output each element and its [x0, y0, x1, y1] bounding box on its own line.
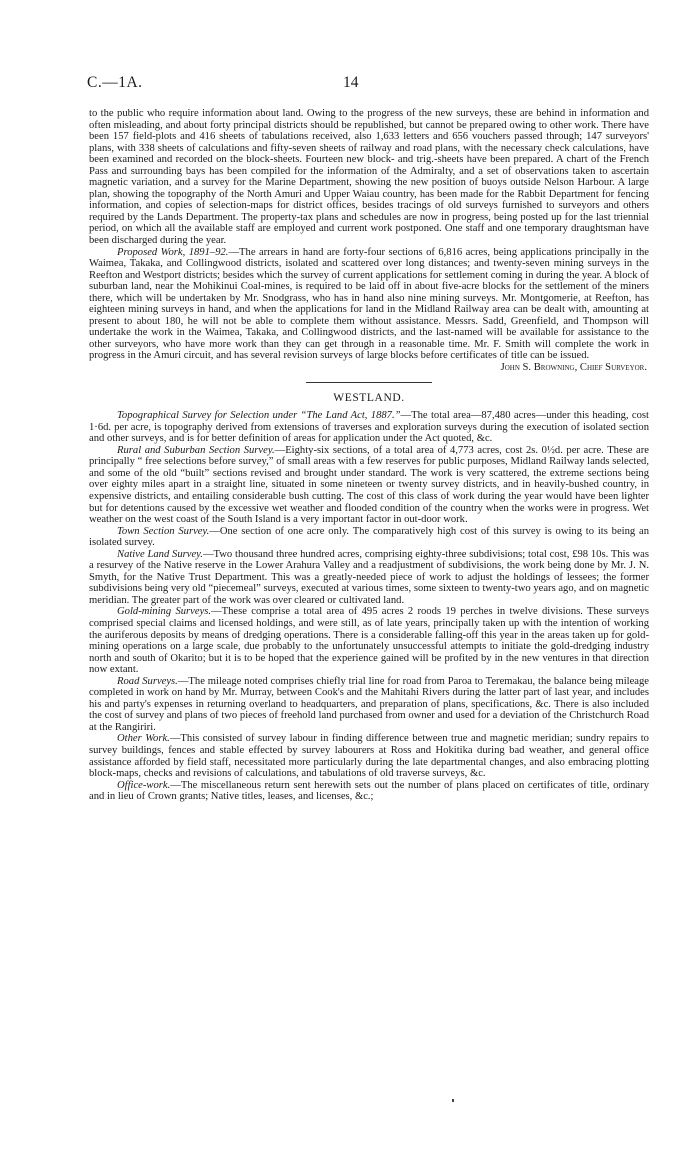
paragraph-heading: Proposed Work, 1891–92. — [117, 246, 229, 258]
paragraph-text: —This consisted of survey labour in finding difference between true and magnetic meridian; sundry repairs to survey buildings, fences and stable effected by survey labourers at Ross and Hokitika during bad weather, and general office assistance afforded by field staff, necessitated more particularly during the late departmental changes, and also embracing plotting block-maps, checks and revisions of calculations, and tabulations of old traverse surveys, &c. — [89, 733, 649, 780]
gold-mining-paragraph — [89, 606, 649, 675]
page-number: 14 — [343, 74, 359, 91]
native-land-paragraph — [89, 549, 649, 607]
paragraph-heading: Topographical Survey for Selection under “The Land Act, 1887.” — [117, 410, 401, 422]
paragraph-text: —The mileage noted comprises chiefly trial line for road from Paroa to Teremakau, the balance being mileage completed in work on hand by Mr. Murray, between Cook's and the Mahitahi Rivers during the latter part of last year, and includes his and party's expenses in returning overland to headquarters, and preparation of plans, specifications, &c. There is also included the cost of survey and plans of two pieces of freehold land purchased from owner and used for a deviation of the Christchurch Road at the Rangiriri. — [89, 675, 649, 733]
paragraph-heading: Road Surveys. — [117, 675, 178, 687]
other-work-paragraph — [89, 733, 649, 779]
document-code: C.—1A. — [87, 74, 143, 91]
office-work-paragraph — [89, 780, 649, 803]
section-title-westland: WESTLAND. — [333, 391, 405, 404]
topographical-survey-paragraph — [89, 410, 649, 445]
paragraph-heading: Native Land Survey. — [117, 548, 203, 560]
section-divider — [306, 382, 432, 383]
stray-ink-mark — [452, 1099, 454, 1102]
paragraph-heading: Other Work. — [117, 733, 170, 745]
paragraph-text: —The arrears in hand are forty-four sections of 6,816 acres, being applications principally in the Waimea, Takaka, and Collingwood districts, isolated and scattered over long distances; and twenty-seven mining surveys in the Reefton and Westport districts; besides which the survey of current applications for settlement coming in during the year. A block of suburban land, near the Mohikinui Coal-mines, is required to be laid off in about five-acre blocks for the settlement of the miners there, which will be undertaken by Mr. Snodgrass, who has in hand also nine mining surveys. Mr. Montgomerie, at Reefton, has eighteen mining surveys in hand, and when the applications for land in the Midland Railway area can be dealt with, amounting at present to about 180, he will not be able to complete them without assistance. Messrs. Sadd, Greenfield, and Thompson will undertake the work in the Waimea, Takaka, and Collingwood districts, and the last-named will be available for assistance to the other surveyors, who have more work than they can get through in a reasonable time. Mr. F. Smith will complete the work in progress in the Amuri circuit, and has several revision surveys of large blocks before certificates of title can be issued. — [89, 246, 650, 362]
proposed-work-paragraph — [89, 247, 649, 362]
paragraph-text: —One section of one acre only. The comparatively high cost of this survey is owing to its being an isolated survey. — [89, 525, 649, 549]
paragraph-text: —Eighty-six sections, of a total area of 4,773 acres, cost 2s. 0½d. per acre. These are principally “ free selections before survey,” of small areas with a few reserves for public purposes, Midland Railway lands selected, and some of the old “built” sections revised and brought under standard. The work is very scattered, the extreme sections being over eighty miles apart in a straight line, situated in some nineteen or twenty survey districts, and in heavily-bushed country, in expensive districts, and entailing considerable bush cutting. The cost of this class of work during the year would have been lighter but for detentions caused by the excessive wet weather and flooded condition of the country when the works were in progress. Wet weather on the west coast of the South Island is a very important factor in out-door work. — [89, 444, 649, 526]
continued-paragraph: to the public who require information about land. Owing to the progress of the new surveys, these are behind in information and often misleading, and about forty principal districts should be republished, but cannot be prepared owing to other work. There have been 157 field-plots and 416 sheets of tabulations received, also 1,633 letters and 656 vouchers passed through; 147 surveyors' plans, with 338 sheets of calculations and fifty-seven sheets of railway and road plans, with the necessary check calculations, have been examined and recorded on the block-sheets. Fourteen new block- and trig.-sheets have been prepared. A chart of the French Pass and surrounding bays has been compiled for the information of the Admiralty, and a set of observations taken to ascertain magnetic variation, and a survey for the Marine Department, showing the new position of buoys outside Nelson Harbour. A large plan, showing the topography of the North Amuri and Upper Waiau country, has been made for the Rabbit Department for fencing information, and copies of selection-maps for district offices, besides tracings of old surveys furnished to surveyors and others required by the Lands Department. The property-tax plans and schedules are now in progress, being posted up for the last triennial period, on which all the available staff are employed and current work postponed. One staff and one temporary draughtsman have been discharged during the year. — [89, 108, 649, 247]
paragraph-heading: Town Section Survey. — [117, 525, 210, 537]
paragraph-heading: Office-work. — [117, 779, 171, 791]
paragraph-text: —These comprise a total area of 495 acres 2 roods 19 perches in twelve divisions. These surveys comprised special claims and licensed holdings, and were still, as of late years, principally taken up with the intention of working the auriferous deposits by means of dredging operations. There is a considerable falling-off this year in the areas taken up for gold-mining operations on a large scale, due probably to the unfortunately unsuccessful attempts to initiate the gold-dredging industry north and south of Okarito; but it is to be hoped that the experience gained will be profited by in the new ventures in that direction now extant. — [89, 606, 649, 676]
paragraph-text: —Two thousand three hundred acres, comprising eighty-three subdivisions; total cost, £98 10s. This was a resurvey of the Native reserve in the Lower Arahura Valley and a readjustment of subdivisions, the work being done by Mr. J. N. Smyth, for the Native Trust Department. This was a greatly-needed piece of work to adjust the holdings of lessees; the former subdivisions being very old “piecemeal” surveys, executed at various times, some sixteen to twenty-two years ago, and on magnetic meridian. The greater part of the work was over cleared or cultivated land. — [89, 548, 649, 606]
page-body — [89, 108, 649, 803]
rural-suburban-paragraph — [89, 445, 649, 526]
paragraph-heading: Gold-mining Surveys. — [117, 606, 212, 618]
paragraph-text: —The miscellaneous return sent herewith sets out the number of plans placed on certificates of title, ordinary and in lieu of Crown grants; Native titles, leases, and licenses, &c.; — [89, 779, 649, 803]
page-header — [87, 74, 649, 94]
town-section-paragraph — [89, 526, 649, 549]
paragraph-heading: Rural and Suburban Section Survey. — [117, 444, 275, 456]
signature: John S. Browning, Chief Surveyor. — [500, 362, 647, 374]
road-surveys-paragraph — [89, 676, 649, 734]
paragraph-text: —The total area—87,480 acres—under this heading, cost 1·6d. per acre, is topography derived from extensions of traverses and exploration surveys during the execution of isolated section and other surveys, and is for better definition of areas for application under the Act quoted, &c. — [89, 410, 649, 445]
